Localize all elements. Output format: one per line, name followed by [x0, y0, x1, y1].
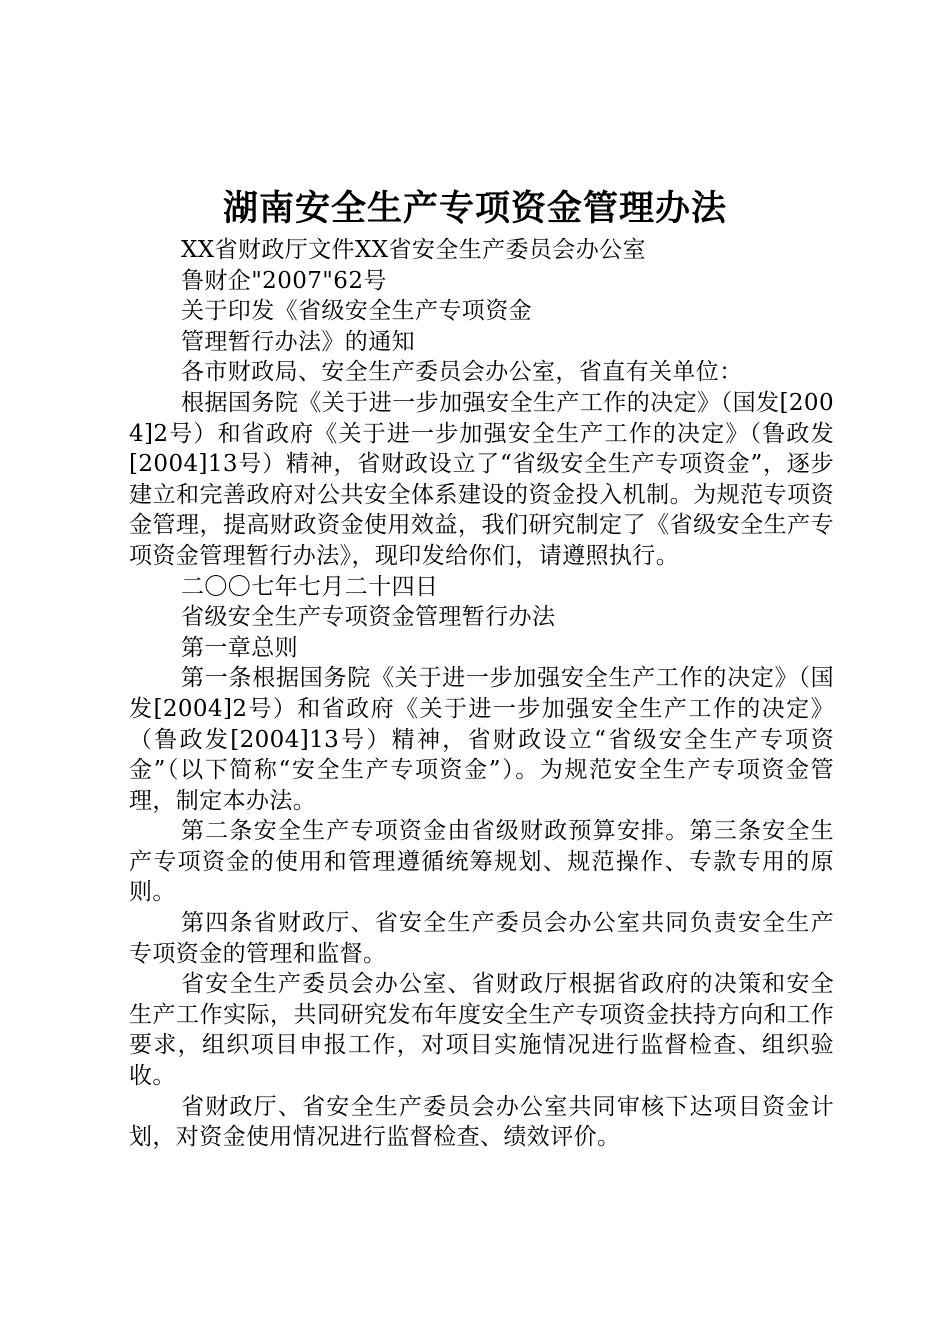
document-body: [129, 235, 834, 1153]
regulation-title: 省级安全生产专项资金管理暂行办法: [181, 604, 556, 631]
article-2-3: 第二条安全生产专项资金由省级财政预算安排。第三条安全生产专项资金的使用和管理遵循统筹规划、规范操作、专款专用的原则。: [129, 818, 834, 906]
notice-date: 二〇〇七年七月二十四日: [181, 573, 439, 600]
notice-title-line-2: 管理暂行办法》的通知: [181, 328, 415, 355]
addressees: 各市财政局、安全生产委员会办公室，省直有关单位：: [181, 359, 743, 386]
article-4-para-3: 省财政厅、省安全生产委员会办公室共同审核下达项目资金计划，对资金使用情况进行监督检查、绩效评价。: [129, 1093, 834, 1151]
header-line-agencies: XX省财政厅文件XX省安全生产委员会办公室: [181, 237, 646, 263]
document-title: 湖南安全生产专项资金管理办法: [222, 188, 727, 229]
chapter-heading: 第一章总则: [181, 634, 298, 661]
notice-body: 根据国务院《关于进一步加强安全生产工作的决定》（国发[2004]2号）和省政府《关于进一步加强安全生产工作的决定》（鲁政发[2004]13号）精神，省财政设立了“省级安全生产专项资金”，逐步建立和完善政府对公共安全体系建设的资金投入机制。为规范专项资金管理，提高财政资金使用效益，我们研究制定了《省级安全生产专项资金管理暂行办法》，现印发给你们，请遵照执行。: [129, 389, 834, 569]
article-4-para-2: 省安全生产委员会办公室、省财政厅根据省政府的决策和安全生产工作实际，共同研究发布年度安全生产专项资金扶持方向和工作要求，组织项目申报工作，对项目实施情况进行监督检查、组织验收。: [129, 971, 834, 1090]
article-1: 第一条根据国务院《关于进一步加强安全生产工作的决定》（国发[2004]2号）和省政府《关于进一步加强安全生产工作的决定》（鲁政发[2004]13号）精神，省财政设立“省级安全生产专项资金”（以下简称“安全生产专项资金”）。为规范安全生产专项资金管理，制定本办法。: [129, 665, 834, 814]
article-4: 第四条省财政厅、省安全生产委员会办公室共同负责安全生产专项资金的管理和监督。: [129, 910, 834, 967]
notice-title-line-1: 关于印发《省级安全生产专项资金: [181, 298, 532, 325]
header-line-doc-number: 鲁财企"2007"62号: [181, 267, 387, 294]
